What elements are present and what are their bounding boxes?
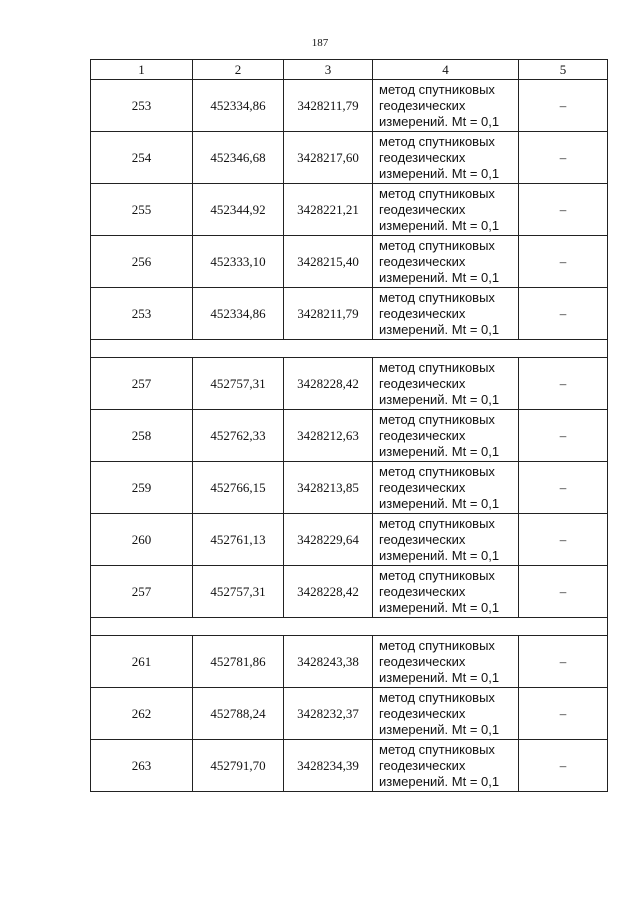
column-header: 5 [519,60,608,80]
point-number-cell: 253 [91,288,193,340]
method-line: метод спутниковых [379,515,495,531]
method-cell [373,236,519,288]
table-row [91,288,608,340]
method-line: метод спутниковых [379,637,495,653]
point-number-cell: 256 [91,236,193,288]
method-cell [373,80,519,132]
method-line: метод спутниковых [379,567,495,583]
table-separator-row [91,340,608,358]
y-coordinate-cell: 3428212,63 [284,410,373,462]
x-coordinate-cell: 452791,70 [193,740,284,792]
note-cell: – [519,740,608,792]
point-number-cell: 253 [91,80,193,132]
x-coordinate-cell: 452757,31 [193,566,284,618]
page-number: 187 [311,37,329,49]
method-line: метод спутниковых [379,185,495,201]
separator-cell [91,340,608,358]
method-line: метод спутниковых [379,689,495,705]
y-coordinate-cell: 3428221,21 [284,184,373,236]
method-line: геодезических [379,201,466,217]
point-number-cell: 255 [91,184,193,236]
table-row [91,514,608,566]
method-line: метод спутниковых [379,463,495,479]
table-row [91,358,608,410]
y-coordinate-cell: 3428213,85 [284,462,373,514]
table-row [91,132,608,184]
x-coordinate-cell: 452762,33 [193,410,284,462]
note-cell: – [519,410,608,462]
method-line: метод спутниковых [379,741,495,757]
note-cell: – [519,514,608,566]
method-line: геодезических [379,427,466,443]
method-cell [373,358,519,410]
table-header-row [91,60,608,80]
table-row [91,236,608,288]
method-line: измерений. Mt = 0,1 [379,165,500,181]
method-cell [373,132,519,184]
table-row [91,184,608,236]
note-cell: – [519,288,608,340]
point-number-cell: 263 [91,740,193,792]
method-line: измерений. Mt = 0,1 [379,321,500,337]
point-number-cell: 257 [91,566,193,618]
method-cell [373,740,519,792]
note-cell: – [519,358,608,410]
method-line: метод спутниковых [379,237,495,253]
point-number-cell: 257 [91,358,193,410]
note-cell: – [519,132,608,184]
x-coordinate-cell: 452334,86 [193,288,284,340]
method-line: метод спутниковых [379,411,495,427]
method-line: геодезических [379,305,466,321]
y-coordinate-cell: 3428232,37 [284,688,373,740]
y-coordinate-cell: 3428228,42 [284,566,373,618]
x-coordinate-cell: 452766,15 [193,462,284,514]
method-line: измерений. Mt = 0,1 [379,773,500,789]
method-cell [373,688,519,740]
method-cell [373,566,519,618]
method-line: измерений. Mt = 0,1 [379,443,500,459]
method-line: измерений. Mt = 0,1 [379,495,500,511]
method-cell [373,636,519,688]
y-coordinate-cell: 3428234,39 [284,740,373,792]
table-row [91,410,608,462]
note-cell: – [519,184,608,236]
table-separator-row [91,618,608,636]
method-line: измерений. Mt = 0,1 [379,599,500,615]
method-line: геодезических [379,97,466,113]
column-header: 4 [373,60,519,80]
method-line: геодезических [379,375,466,391]
method-line: измерений. Mt = 0,1 [379,269,500,285]
note-cell: – [519,688,608,740]
x-coordinate-cell: 452333,10 [193,236,284,288]
method-line: геодезических [379,583,466,599]
table-row [91,636,608,688]
method-line: измерений. Mt = 0,1 [379,547,500,563]
y-coordinate-cell: 3428217,60 [284,132,373,184]
method-line: измерений. Mt = 0,1 [379,721,500,737]
point-number-cell: 261 [91,636,193,688]
y-coordinate-cell: 3428243,38 [284,636,373,688]
method-line: измерений. Mt = 0,1 [379,669,500,685]
x-coordinate-cell: 452346,68 [193,132,284,184]
y-coordinate-cell: 3428215,40 [284,236,373,288]
table-row [91,462,608,514]
x-coordinate-cell: 452761,13 [193,514,284,566]
coordinates-table [90,59,608,792]
method-line: геодезических [379,653,466,669]
method-line: метод спутниковых [379,81,495,97]
y-coordinate-cell: 3428228,42 [284,358,373,410]
table-row [91,688,608,740]
method-line: измерений. Mt = 0,1 [379,113,500,129]
point-number-cell: 254 [91,132,193,184]
table-row [91,566,608,618]
note-cell: – [519,80,608,132]
y-coordinate-cell: 3428229,64 [284,514,373,566]
note-cell: – [519,462,608,514]
y-coordinate-cell: 3428211,79 [284,80,373,132]
point-number-cell: 260 [91,514,193,566]
x-coordinate-cell: 452344,92 [193,184,284,236]
method-cell [373,462,519,514]
x-coordinate-cell: 452757,31 [193,358,284,410]
x-coordinate-cell: 452788,24 [193,688,284,740]
method-cell [373,184,519,236]
separator-cell [91,618,608,636]
table-row [91,740,608,792]
method-line: геодезических [379,479,466,495]
column-header: 3 [284,60,373,80]
y-coordinate-cell: 3428211,79 [284,288,373,340]
point-number-cell: 259 [91,462,193,514]
method-cell [373,288,519,340]
point-number-cell: 262 [91,688,193,740]
note-cell: – [519,636,608,688]
method-cell [373,514,519,566]
table-row [91,80,608,132]
note-cell: – [519,566,608,618]
point-number-cell: 258 [91,410,193,462]
method-line: геодезических [379,757,466,773]
table-body [91,60,608,792]
method-line: метод спутниковых [379,133,495,149]
note-cell: – [519,236,608,288]
method-cell [373,410,519,462]
column-header: 2 [193,60,284,80]
method-line: геодезических [379,149,466,165]
method-line: измерений. Mt = 0,1 [379,391,500,407]
method-line: геодезических [379,531,466,547]
method-line: геодезических [379,253,466,269]
method-line: геодезических [379,705,466,721]
method-line: метод спутниковых [379,359,495,375]
x-coordinate-cell: 452334,86 [193,80,284,132]
method-line: измерений. Mt = 0,1 [379,217,500,233]
method-line: метод спутниковых [379,289,495,305]
x-coordinate-cell: 452781,86 [193,636,284,688]
column-header: 1 [91,60,193,80]
